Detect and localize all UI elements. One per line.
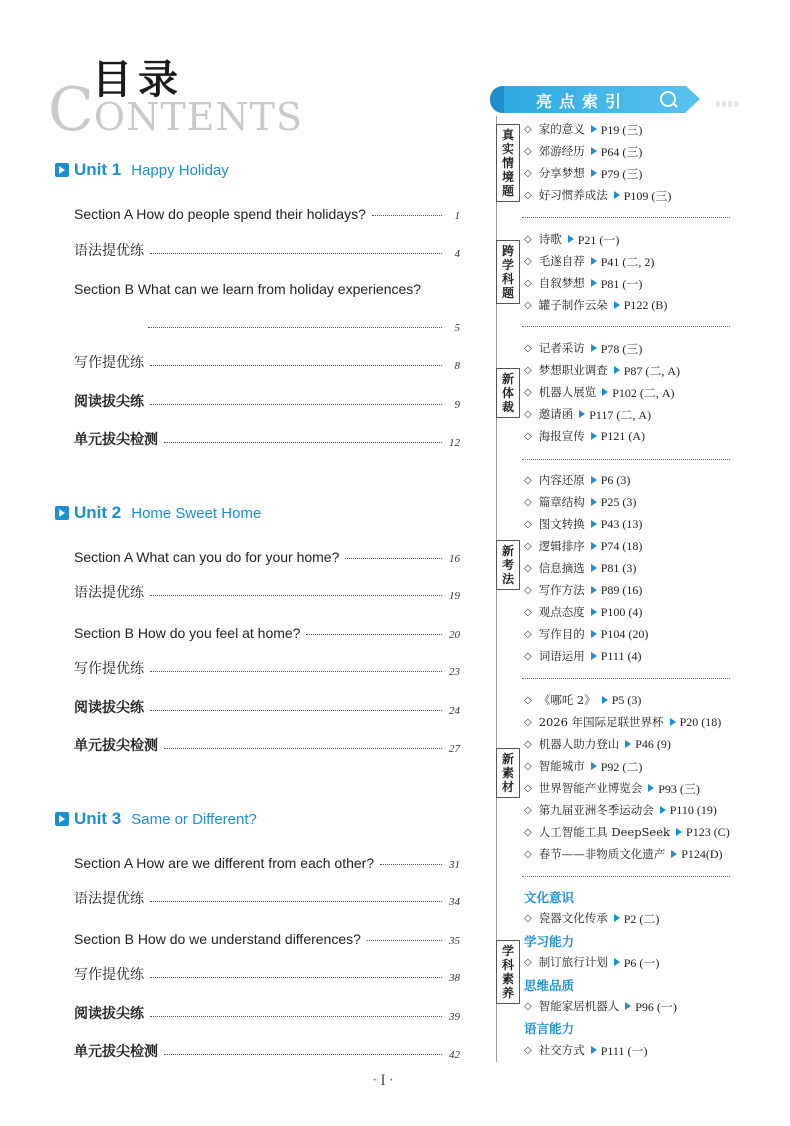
arrow-icon <box>591 169 597 177</box>
toc-entry[interactable]: Section B What can we learn from holiday experiences? <box>74 281 422 297</box>
arrow-icon <box>614 191 620 199</box>
arrow-right-icon <box>55 812 69 826</box>
arrow-icon <box>591 608 597 616</box>
index-item[interactable]: ◇ 罐子制作云朵 P122 (B) <box>524 297 668 312</box>
index-item[interactable]: ◇ 篇章结构 P25 (3) <box>524 494 637 509</box>
diamond-icon: ◇ <box>524 189 532 201</box>
diamond-icon: ◇ <box>524 912 532 924</box>
arrow-icon <box>614 958 620 966</box>
index-item[interactable]: ◇ 写作方法 P89 (16) <box>524 582 643 597</box>
toc-entry[interactable]: Section B How do we understand differences? 35 <box>74 931 460 947</box>
unit-3-heading[interactable] <box>55 807 257 831</box>
arrow-icon <box>591 432 597 440</box>
category-label: 新 考 法 <box>496 540 520 590</box>
category-label: 学 科 素 养 <box>496 940 520 1004</box>
diamond-icon: ◇ <box>524 123 532 135</box>
index-item[interactable]: ◇ 内容还原 P6 (3) <box>524 472 631 487</box>
contents-watermark: CONTENTS <box>48 75 304 145</box>
index-title: 亮点索引 <box>536 92 629 111</box>
diamond-icon: ◇ <box>524 299 532 311</box>
arrow-icon <box>579 410 585 418</box>
diamond-icon: ◇ <box>524 255 532 267</box>
index-item[interactable]: ◇ 记者采访 P78 (三) <box>524 341 643 356</box>
subcategory-heading: 文化意识 <box>524 890 575 905</box>
arrow-icon <box>591 476 597 484</box>
toc-entry[interactable]: Section A What can you do for your home? 16 <box>74 549 460 565</box>
divider <box>522 217 730 218</box>
index-item[interactable]: ◇ 好习惯养成法 P109 (三) <box>524 188 672 203</box>
index-item[interactable]: ◇ 信息摘选 P81 (3) <box>524 560 637 575</box>
index-item[interactable]: ◇ 2026 年国际足联世界杯 P20 (18) <box>524 714 722 729</box>
arrow-icon <box>614 366 620 374</box>
index-item[interactable]: ◇ 分享梦想 P79 (三) <box>524 166 643 181</box>
arrow-icon <box>591 147 597 155</box>
index-item[interactable]: ◇ 逻辑排序 P74 (18) <box>524 538 643 553</box>
diamond-icon: ◇ <box>524 364 532 376</box>
arrow-icon <box>670 718 676 726</box>
arrow-icon <box>591 762 597 770</box>
index-item[interactable]: ◇ 机器人助力登山 P46 (9) <box>524 736 671 751</box>
toc-entry[interactable]: 阅读拔尖练 24 <box>74 699 460 717</box>
toc-entry-continuation[interactable]: 5 <box>148 312 460 334</box>
subcategory-heading: 语言能力 <box>524 1021 575 1036</box>
index-item[interactable]: ◇ 机器人展览 P102 (二, A) <box>524 385 675 400</box>
arrow-icon <box>660 806 666 814</box>
arrow-icon <box>591 564 597 572</box>
unit-number: Unit 1 <box>74 160 122 179</box>
index-item[interactable]: ◇ 诗歌 P21 (一) <box>524 232 620 247</box>
diamond-icon: ◇ <box>524 606 532 618</box>
arrow-right-icon <box>55 506 69 520</box>
search-icon[interactable] <box>660 91 676 107</box>
subcategory-heading: 思维品质 <box>524 978 575 993</box>
unit-title: Home Sweet Home <box>131 504 262 522</box>
index-item[interactable]: ◇ 毛遂自荐 P41 (二, 2) <box>524 254 655 269</box>
arrow-icon <box>591 586 597 594</box>
toc-entry[interactable]: 写作提优练 38 <box>74 966 460 984</box>
unit-2-heading[interactable] <box>55 501 261 525</box>
decoration <box>716 92 752 106</box>
arrow-right-icon <box>55 163 69 177</box>
category-label: 真 实 情 境 题 <box>496 124 520 202</box>
diamond-icon: ◇ <box>524 782 532 794</box>
toc-entry[interactable]: 写作提优练 23 <box>74 660 460 678</box>
toc-entry[interactable]: 语法提优练 4 <box>74 242 460 260</box>
index-item[interactable]: ◇ 智能城市 P92 (二) <box>524 759 643 774</box>
index-item[interactable]: ◇ 写作目的 P104 (20) <box>524 626 649 641</box>
divider <box>522 459 730 460</box>
diamond-icon: ◇ <box>524 760 532 772</box>
index-item[interactable]: ◇ 瓷器文化传承 P2 (二) <box>524 911 660 926</box>
diamond-icon: ◇ <box>524 826 532 838</box>
index-item[interactable]: ◇ 词语运用 P111 (4) <box>524 648 642 663</box>
index-item[interactable]: ◇ 自叙梦想 P81 (一) <box>524 276 643 291</box>
arrow-icon <box>625 740 631 748</box>
divider <box>522 678 730 679</box>
unit-number: Unit 3 <box>74 809 122 828</box>
arrow-icon <box>591 1046 597 1054</box>
toc-entry[interactable]: 单元拔尖检测 27 <box>74 737 460 755</box>
arrow-icon <box>602 696 608 704</box>
index-search-bar[interactable] <box>490 86 686 113</box>
index-item[interactable]: ◇ 郊游经历 P64 (三) <box>524 144 643 159</box>
unit-title: Same or Different? <box>131 810 257 828</box>
diamond-icon: ◇ <box>524 496 532 508</box>
toc-entry[interactable]: 单元拔尖检测 12 <box>74 431 460 449</box>
arrow-icon <box>676 828 682 836</box>
arrow-icon <box>591 257 597 265</box>
diamond-icon: ◇ <box>524 1044 532 1056</box>
diamond-icon: ◇ <box>524 233 532 245</box>
arrow-icon <box>602 388 608 396</box>
arrow-icon <box>614 301 620 309</box>
diamond-icon: ◇ <box>524 956 532 968</box>
diamond-icon: ◇ <box>524 167 532 179</box>
arrow-icon <box>591 498 597 506</box>
toc-entry[interactable]: 语法提优练 19 <box>74 584 460 602</box>
toc-entry[interactable]: 阅读拔尖练 39 <box>74 1005 460 1023</box>
diamond-icon: ◇ <box>524 650 532 662</box>
category-label: 新 体 裁 <box>496 368 520 418</box>
diamond-icon: ◇ <box>524 1000 532 1012</box>
diamond-icon: ◇ <box>524 342 532 354</box>
arrow-icon <box>591 125 597 133</box>
diamond-icon: ◇ <box>524 628 532 640</box>
divider <box>522 876 730 877</box>
toc-entry[interactable]: 写作提优练 8 <box>74 354 460 372</box>
arrow-icon <box>648 784 654 792</box>
index-item[interactable]: ◇ 世界智能产业博览会 P93 (三) <box>524 781 700 796</box>
page-title: 目录 <box>92 57 184 103</box>
arrow-icon <box>591 630 597 638</box>
index-item[interactable]: ◇ 第九届亚洲冬季运动会 P110 (19) <box>524 802 717 817</box>
unit-1-heading[interactable] <box>55 158 229 182</box>
diamond-icon: ◇ <box>524 430 532 442</box>
diamond-icon: ◇ <box>524 804 532 816</box>
index-item[interactable]: ◇ 图文转换 P43 (13) <box>524 516 643 531</box>
arrow-icon <box>591 542 597 550</box>
arrow-icon <box>591 279 597 287</box>
index-item[interactable]: ◇ 《哪吒 2》 P5 (3) <box>524 692 642 707</box>
category-label: 新 素 材 <box>496 748 520 798</box>
arrow-icon <box>671 850 677 858</box>
page-number: ·I· <box>372 1072 397 1089</box>
index-item[interactable]: ◇ 智能家居机器人 P96 (一) <box>524 999 677 1014</box>
index-item[interactable]: ◇ 家的意义 P19 (三) <box>524 122 643 137</box>
diamond-icon: ◇ <box>524 562 532 574</box>
index-item[interactable]: ◇ 观点态度 P100 (4) <box>524 604 643 619</box>
index-item[interactable]: ◇ 春节——非物质文化遗产 P124(D) <box>524 846 723 861</box>
diamond-icon: ◇ <box>524 716 532 728</box>
unit-title: Happy Holiday <box>131 161 229 179</box>
toc-entry[interactable]: 语法提优练 34 <box>74 890 460 908</box>
divider <box>522 326 730 327</box>
diamond-icon: ◇ <box>524 694 532 706</box>
toc-entry[interactable]: Section A How do people spend their holidays? 1 <box>74 206 460 222</box>
arrow-icon <box>591 652 597 660</box>
diamond-icon: ◇ <box>524 518 532 530</box>
diamond-icon: ◇ <box>524 277 532 289</box>
diamond-icon: ◇ <box>524 540 532 552</box>
diamond-icon: ◇ <box>524 145 532 157</box>
toc-entry[interactable]: 阅读拔尖练 9 <box>74 393 460 411</box>
index-item[interactable]: ◇ 人工智能工具 DeepSeek P123 (C) <box>524 824 730 839</box>
toc-entry[interactable]: Section B How do you feel at home? 20 <box>74 625 460 641</box>
index-item[interactable]: ◇ 制订旅行计划 P6 (一) <box>524 955 660 970</box>
diamond-icon: ◇ <box>524 474 532 486</box>
diamond-icon: ◇ <box>524 584 532 596</box>
diamond-icon: ◇ <box>524 408 532 420</box>
diamond-icon: ◇ <box>524 738 532 750</box>
arrow-icon <box>614 914 620 922</box>
index-item[interactable]: ◇ 梦想职业调查 P87 (二, A) <box>524 363 681 378</box>
index-item[interactable]: ◇ 社交方式 P111 (一) <box>524 1043 648 1058</box>
subcategory-heading: 学习能力 <box>524 934 575 949</box>
arrow-icon <box>591 520 597 528</box>
category-label: 跨 学 科 题 <box>496 240 520 304</box>
diamond-icon: ◇ <box>524 386 532 398</box>
arrow-icon <box>625 1002 631 1010</box>
diamond-icon: ◇ <box>524 848 532 860</box>
index-item[interactable]: ◇ 邀请函 P117 (二, A) <box>524 407 652 422</box>
toc-entry[interactable]: 单元拔尖检测 42 <box>74 1043 460 1061</box>
toc-entry[interactable]: Section A How are we different from each other? 31 <box>74 855 460 871</box>
unit-number: Unit 2 <box>74 503 122 522</box>
arrow-icon <box>591 344 597 352</box>
arrow-icon <box>568 235 574 243</box>
index-item[interactable]: ◇ 海报宣传 P121 (A) <box>524 428 646 443</box>
